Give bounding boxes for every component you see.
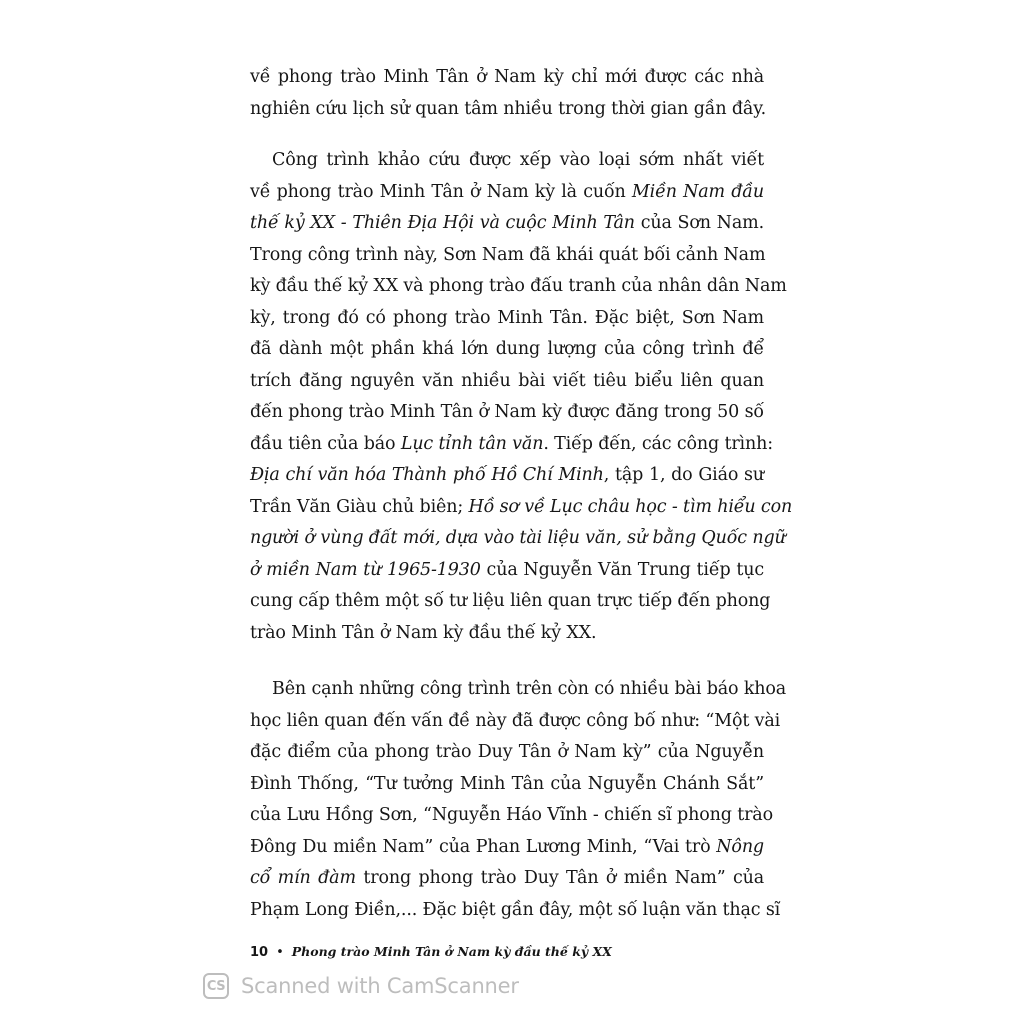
paragraph-3	[250, 674, 787, 926]
bullet-separator: •	[276, 945, 284, 960]
text-line: kỳ, trong đó có phong trào Minh Tân. Đặc biệt, Sơn Nam	[250, 307, 764, 328]
text-line: đến phong trào Minh Tân ở Nam kỳ được đăng trong 50 số	[250, 402, 764, 422]
text-line: học liên quan đến vấn đề này đã được công bố như: “Một vài	[250, 710, 781, 731]
camscanner-watermark	[203, 970, 519, 1002]
text-line	[250, 492, 793, 524]
text-span: Trần Văn Giàu chủ biên;	[250, 496, 469, 517]
watermark-text: Scanned with CamScanner	[241, 974, 519, 998]
book-title: Địa chí văn hóa Thành phố Hồ Chí Minh	[250, 465, 604, 485]
newspaper-title: cổ mín đàm	[250, 868, 356, 888]
text-line	[250, 555, 764, 587]
text-span: đầu tiên của báo	[250, 433, 401, 454]
newspaper-title: Lục tỉnh tân văn	[400, 433, 544, 454]
newspaper-title: Nông	[716, 836, 764, 857]
text-line: Công trình khảo cứu được xếp vào loại sớm nhất viết	[272, 150, 764, 170]
text-line: trích đăng nguyên văn nhiều bài viết tiêu biểu liên quan	[250, 370, 764, 391]
running-title: Phong trào Minh Tân ở Nam kỳ đầu thế kỷ XX	[291, 944, 612, 959]
text-span: , tập 1, do Giáo sư	[603, 465, 764, 485]
text-line: kỳ đầu thế kỷ XX và phong trào đấu tranh của nhân dân Nam	[250, 276, 787, 296]
text-line: Phạm Long Điền,... Đặc biệt gần đây, một số luận văn thạc sĩ	[250, 899, 781, 920]
text-line: cung cấp thêm một số tư liệu liên quan trực tiếp đến phong	[250, 591, 771, 611]
camscanner-logo-icon: CS	[203, 973, 229, 999]
paragraph-2	[250, 145, 793, 649]
book-title: Miền Nam đầu	[631, 181, 764, 202]
text-line	[250, 177, 764, 209]
text-line	[250, 429, 773, 461]
text-span: . Tiếp đến, các công trình:	[543, 433, 773, 454]
text-line: Đình Thống, “Tư tưởng Minh Tân của Nguyễn Chánh Sắt”	[250, 773, 764, 794]
text-line	[250, 208, 764, 240]
text-line: người ở vùng đất mới, dựa vào tài liệu văn, sử bằng Quốc ngữ	[250, 528, 786, 548]
text-line	[250, 863, 764, 895]
paragraph-1	[250, 62, 767, 125]
text-span: của Sơn Nam.	[634, 213, 764, 233]
text-line	[250, 832, 764, 864]
book-title: Hồ sơ về Lục châu học - tìm hiểu con	[468, 496, 793, 517]
book-title: thế kỷ XX - Thiên Địa Hội và cuộc Minh Tân	[250, 213, 635, 233]
text-line: nghiên cứu lịch sử quan tâm nhiều trong thời gian gần đây.	[250, 98, 767, 119]
text-line: của Lưu Hồng Sơn, “Nguyễn Háo Vĩnh - chiến sĩ phong trào	[250, 805, 773, 825]
book-title: ở miền Nam từ 1965-1930	[250, 559, 481, 580]
text-line: Trong công trình này, Sơn Nam đã khái quát bối cảnh Nam	[250, 244, 766, 265]
text-span: trong phong trào Duy Tân ở miền Nam” của	[355, 868, 765, 888]
page-footer	[250, 944, 612, 960]
text-line: đã dành một phần khá lớn dung lượng của công trình để	[250, 339, 764, 359]
text-span: Đông Du miền Nam” của Phan Lương Minh, “Vai trò	[250, 836, 717, 857]
text-span: của Nguyễn Văn Trung tiếp tục	[480, 559, 764, 580]
text-line: trào Minh Tân ở Nam kỳ đầu thế kỷ XX.	[250, 622, 597, 643]
page-number: 10	[250, 945, 269, 960]
text-line	[250, 460, 764, 492]
text-span: về phong trào Minh Tân ở Nam kỳ là cuốn	[250, 181, 632, 202]
text-line: đặc điểm của phong trào Duy Tân ở Nam kỳ” của Nguyễn	[250, 742, 764, 762]
text-line: về phong trào Minh Tân ở Nam kỳ chỉ mới được các nhà	[250, 67, 764, 87]
text-line: Bên cạnh những công trình trên còn có nhiều bài báo khoa	[272, 679, 787, 699]
